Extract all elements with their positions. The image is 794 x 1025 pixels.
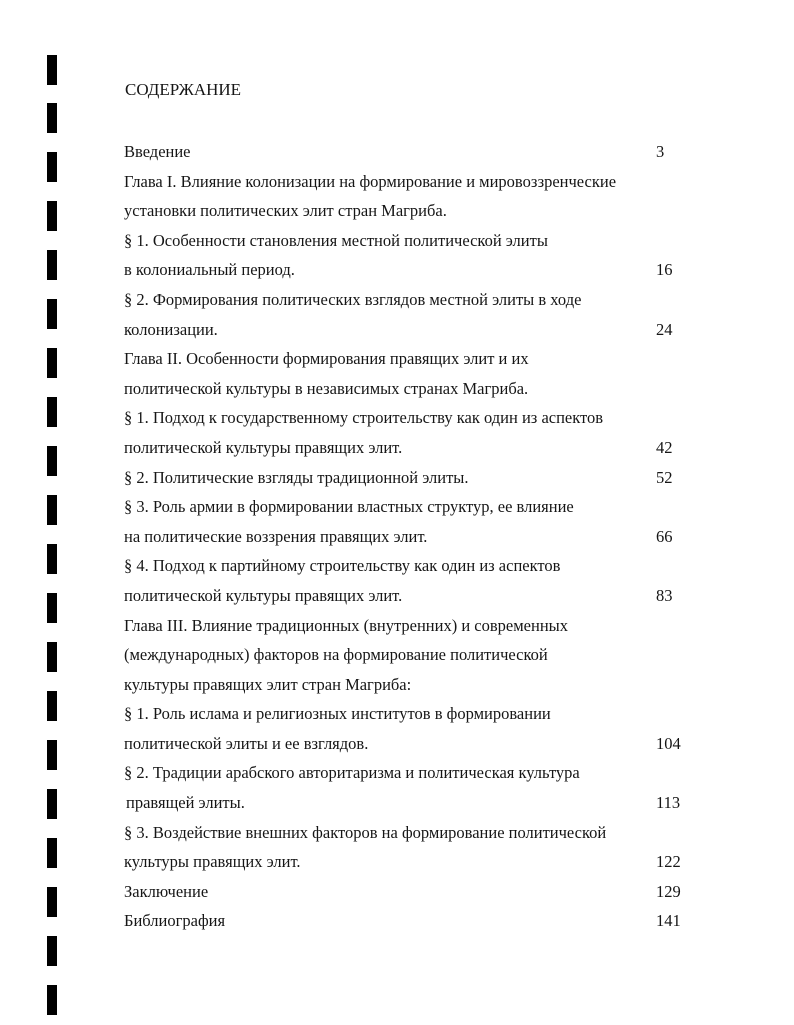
binding-mark <box>47 985 57 1015</box>
toc-entry-section-2-1[interactable] <box>124 403 694 433</box>
binding-mark <box>47 593 57 623</box>
toc-entry-text: культуры правящих элит. <box>124 852 301 872</box>
toc-entry-section-3-1[interactable] <box>124 699 694 729</box>
toc-entry-section-2-2[interactable] <box>124 463 694 493</box>
toc-entry-conclusion[interactable] <box>124 877 694 907</box>
toc-page-number: 83 <box>656 585 673 605</box>
toc-page-number: 113 <box>656 793 681 813</box>
binding-mark <box>47 103 57 133</box>
toc-entry-text: § 2. Формирования политических взглядов местной элиты в ходе <box>124 289 582 309</box>
toc-entry-section-3-1-cont[interactable] <box>124 729 694 759</box>
toc-entry-text: на политические воззрения правящих элит. <box>124 526 428 546</box>
toc-entry-text: § 3. Роль армии в формировании властных структур, ее влияние <box>124 497 574 517</box>
binding-mark <box>47 740 57 770</box>
toc-entry-section-1-2-cont[interactable] <box>124 315 694 345</box>
page-title: СОДЕРЖАНИЕ <box>125 80 242 99</box>
toc-entry-text: установки политических элит стран Магриба. <box>124 201 447 221</box>
binding-edge <box>47 0 59 1025</box>
toc-entry-chapter-1-cont[interactable] <box>124 196 694 226</box>
toc-entry-text: § 3. Воздействие внешних факторов на формирование политической <box>124 822 607 842</box>
binding-mark <box>47 55 57 85</box>
toc-page-number: 52 <box>656 467 673 487</box>
binding-mark <box>47 250 57 280</box>
binding-mark <box>47 936 57 966</box>
toc-entry-text: колонизации. <box>124 319 218 339</box>
binding-mark <box>47 446 57 476</box>
binding-mark <box>47 495 57 525</box>
toc-page-number: 24 <box>656 319 673 339</box>
binding-mark <box>47 789 57 819</box>
binding-mark <box>47 299 57 329</box>
toc-entry-text: Глава II. Особенности формирования правящих элит и их <box>124 349 529 369</box>
toc-entry-text: культуры правящих элит стран Магриба: <box>124 674 412 694</box>
toc-entry-text: § 1. Подход к государственному строительству как один из аспектов <box>124 408 604 428</box>
toc-entry-text: политической культуры в независимых странах Магриба. <box>124 378 529 398</box>
toc-entry-text: Введение <box>124 142 191 161</box>
toc-entry-section-1-1[interactable] <box>124 226 694 256</box>
toc-entry-section-2-4-cont[interactable] <box>124 581 694 611</box>
toc-entry-text: § 2. Политические взгляды традиционной элиты. <box>124 467 469 487</box>
binding-mark <box>47 887 57 917</box>
binding-mark <box>47 544 57 574</box>
toc-page-number: 122 <box>656 852 681 872</box>
toc-entry-bibliography[interactable] <box>124 906 694 936</box>
toc-entry-chapter-2-cont[interactable] <box>124 374 694 404</box>
toc-entry-section-3-3-cont[interactable] <box>124 847 694 877</box>
toc-entry-text: § 1. Роль ислама и религиозных институтов в формировании <box>124 704 551 724</box>
toc-entry-text: в колониальный период. <box>124 260 295 280</box>
toc-entry-text: § 2. Традиции арабского авторитаризма и политическая культура <box>124 763 580 783</box>
toc-page-number: 129 <box>656 881 681 901</box>
toc-page-number: 141 <box>656 911 681 931</box>
toc-entry-section-1-2[interactable] <box>124 285 694 315</box>
toc-page-number: 66 <box>656 526 673 546</box>
binding-mark <box>47 348 57 378</box>
table-of-contents <box>124 137 694 936</box>
binding-mark <box>47 838 57 868</box>
toc-entry-text: политической культуры правящих элит. <box>124 437 403 457</box>
binding-mark <box>47 691 57 721</box>
toc-entry-section-1-1-cont[interactable] <box>124 255 694 285</box>
binding-mark <box>47 397 57 427</box>
toc-entry-section-2-1-cont[interactable] <box>124 433 694 463</box>
toc-entry-chapter-3[interactable] <box>124 611 694 641</box>
toc-entry-section-2-3-cont[interactable] <box>124 522 694 552</box>
binding-mark <box>47 152 57 182</box>
binding-mark <box>47 642 57 672</box>
toc-entry-chapter-3-cont[interactable] <box>124 670 694 700</box>
toc-entry-chapter-2[interactable] <box>124 344 694 374</box>
toc-entry-chapter-1[interactable] <box>124 167 694 197</box>
toc-page-number: 42 <box>656 437 673 457</box>
toc-page-number: 104 <box>656 733 681 753</box>
toc-entry-section-3-2-cont[interactable] <box>124 788 694 818</box>
toc-page-number: 3 <box>656 142 665 161</box>
toc-entry-text: правящей элиты. <box>126 793 245 813</box>
toc-entry-text: § 4. Подход к партийному строительству как один из аспектов <box>124 556 561 576</box>
toc-entry-text: Глава I. Влияние колонизации на формирование и мировоззренческие <box>124 171 617 191</box>
toc-entry-text: политической элиты и ее взглядов. <box>124 733 369 753</box>
toc-entry-chapter-3-cont[interactable] <box>124 640 694 670</box>
toc-entry-text: Библиография <box>124 911 226 931</box>
toc-entry-introduction[interactable] <box>124 137 694 167</box>
toc-page-number: 16 <box>656 260 673 280</box>
toc-entry-section-2-3[interactable] <box>124 492 694 522</box>
toc-entry-section-2-4[interactable] <box>124 551 694 581</box>
toc-entry-text: политической культуры правящих элит. <box>124 585 403 605</box>
toc-entry-text: Глава III. Влияние традиционных (внутренних) и современных <box>124 615 568 635</box>
toc-entry-section-3-3[interactable] <box>124 818 694 848</box>
toc-entry-text: (международных) факторов на формирование политической <box>124 645 548 665</box>
toc-entry-section-3-2[interactable] <box>124 758 694 788</box>
binding-mark <box>47 201 57 231</box>
toc-entry-text: § 1. Особенности становления местной политической элиты <box>124 230 548 250</box>
toc-entry-text: Заключение <box>124 881 209 901</box>
